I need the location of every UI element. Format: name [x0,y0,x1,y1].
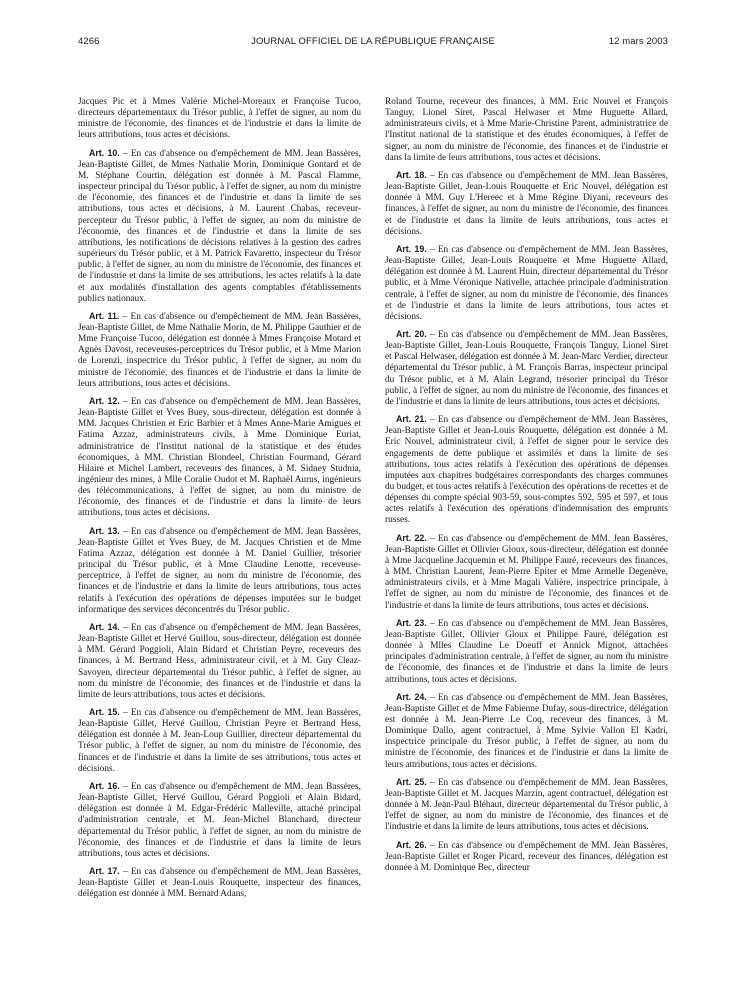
article-paragraph [78,622,361,701]
article-text: Roland Tourne, receveur des finances, à MM. Eric Nouvel et François Tanguy, Lionel Siret, Pascal Helwaser et Mme Huguette Allard, administrateurs civils, et à Mme Marie-Christine Parent, administratrice de l'Institut national de la statistique et des études économiques, à l'effet de signer, au nom du ministre de l'économie, des finances et de l'industrie et dans la limite de leurs attributions, tous actes et décisions. [385,97,668,163]
page-number: 4266 [78,36,100,47]
article-text: – En cas d'absence ou d'empêchement de MM. Jean Bassères, Jean-Baptiste Gillet et Roger Picard, receveur des finances, délégation est donnée à M. Dominique Bec, directeur [385,840,668,873]
article-number: Art. 21. [396,414,427,425]
article-paragraph [78,781,361,860]
right-column [385,97,668,880]
page-header [78,36,668,52]
article-text: – En cas d'absence ou d'empêchement de MM. Jean Bassères, Jean-Baptiste Gillet et Ollivier Gloux, sous-directeur, délégation est donnée à Mme Jacqueline Jacquemin et M. Philippe Fauré, receveurs des finances, à MM. Christian Laurent, Jean-Pierre Epiter et Mme Armelle Degenève, administrateurs civils, et à Mme Magali Valière, inspectrice principale, à l'effet de signer, au nom du ministre de l'économie, des finances et de l'industrie et dans la limite de leurs attributions, tous actes et décisions. [385,533,668,611]
article-number: Art. 13. [89,525,120,536]
article-paragraph [78,396,361,520]
article-paragraph [385,414,668,527]
article-text: – En cas d'absence ou d'empêchement de MM. Jean Bassères, Jean-Baptiste Gillet et Jean-Louis Rouquette, inspecteur des finances, délégation est donnée à MM. Bernard Adans, [78,867,361,900]
publication-date: 12 mars 2003 [608,36,668,47]
article-text: – En cas d'absence ou d'empêchement de MM. Jean Bassères, Jean-Baptiste Gillet, Jean-Louis Rouquette et Eric Nouvel, délégation est donnée à MM. Guy L'Hereec et à Mme Régine Diyani, receveurs des finances, à l'effet de signer, au nom du ministre de l'économie, des finances et de l'industrie et dans la limite de leurs attributions, tous actes et décisions. [385,170,668,237]
article-text: – En cas d'absence ou d'empêchement de MM. Jean Bassères, Jean-Baptiste Gillet, Hervé Guillou, Gérard Poggioli et Alain Bidard, délégation est donnée à M. Edgar-Frédéric Malleville, attaché principal d'administration centrale, et M. Jean-Michel Blanchard, directeur départemental du Trésor public, à l'effet de signer, au nom du ministre de l'économie, des finances et de l'industrie et dans la limite de leurs attributions, tous actes et décisions. [78,781,361,859]
journal-title: JOURNAL OFFICIEL DE LA RÉPUBLIQUE FRANÇAISE [251,36,495,47]
article-text: – En cas d'absence ou d'empêchement de MM. Jean Bassères, Jean-Baptiste Gillet, Jean-Louis Rouquette, François Tanguy, Lionel Siret et Pascal Helwaser, délégation est donnée à M. Jean-Marc Verdier, directeur départemental du Trésor public, à M. François Barras, inspecteur principal du Trésor public, et à M. Alain Legrand, trésorier principal du Trésor public, à l'effet de signer, au nom du ministre de l'économie, des finances et de l'industrie et dans la limite de leurs attributions, tous actes et décisions. [385,329,668,407]
article-paragraph [78,866,361,900]
article-paragraph [385,170,668,238]
article-text: – En cas d'absence ou d'empêchement de MM. Jean Bassères, Jean-Baptiste Gillet, Jean-Louis Rouquette et Mme Huguette Allard, délégation est donnée à M. Laurent Huin, directeur départemental du Trésor public, et à Mme Véronique Nativelle, attachée principale d'administration centrale, à l'effet de signer, au nom du ministre de l'économie, des finances et de l'industrie et dans la limite de leurs attributions, tous actes et décisions. [385,244,668,322]
article-text: – En cas d'absence ou d'empêchement de MM. Jean Bassères, Jean-Baptiste Gillet, de Mmes Nathalie Morin, Dominique Gontard et de M. Stéphane Courtin, délégation est donnée à M. Pascal Flamme, inspecteur principal du Trésor public, à l'effet de signer, au nom du ministre de l'économie, des finances et de l'industrie et dans la limite de ses attributions, tous actes et décisions, à M. Laurent Chabas, receveur-percepteur du Trésor public, à l'effet de signer, au nom du ministre de l'économie, des finances et de l'industrie et dans la limite de ses attributions, les notifications de décisions relatives à la gestion des cadres supérieurs du Trésor public, et à M. Patrick Favaretto, inspecteur du Trésor public, à l'effet de signer, au nom du ministre de l'économie, des finances et de l'industrie et dans la limite de ses attributions, les actes relatifs à la date et aux modalités d'installation des agents comptables d'établissements publics nationaux. [78,148,361,304]
article-paragraph [385,533,668,612]
article-text: – En cas d'absence ou d'empêchement de MM. Jean Bassères, Jean-Baptiste Gillet, de Mme Nathalie Morin, de M. Philippe Gauthier et de Mme Françoise Tucoo, délégation est donnée à Mmes Françoise Motard et Agnès Davost, receveuses-perceptrices du Trésor public, et à Mme Marion de Lorenzi, inspectrice du Trésor public, à l'effet de signer, au nom du ministre de l'économie, des finances et de l'industrie et dans la limite de leurs attributions, tous actes et décisions. [78,311,361,389]
article-paragraph [78,707,361,775]
article-text: Jacques Pic et à Mmes Valérie Michel-Moreaux et Françoise Tucoo, directeurs départementaux du Trésor public, à l'effet de signer, au nom du ministre de l'économie, des finances et de l'industrie et dans la limite de leurs attributions, tous actes et décisions. [78,97,361,141]
article-paragraph [385,618,668,686]
article-text: – En cas d'absence ou d'empêchement de MM. Jean Bassères, Jean-Baptiste Gillet et Jean-Louis Rouquette, délégation est donnée à M. Eric Nouvel, administrateur civil, à l'effet de signer pour le service des engagements de dette publique et assimilés et dans la limite de ses attributions, tous actes relatifs à l'exécution des opérations de dépenses imputées aux chapitres budgétaires correspondants des charges communes du budget, et tous actes relatifs à l'exécution des opérations de recettes et de dépenses du compte spécial 903-59, sous-comptes 592, 595 et 597, et tous actes relatifs à l'exécution des opérations d'indemnisation des emprunts russes. [385,415,668,526]
article-text: – En cas d'absence ou d'empêchement de MM. Jean Bassères, Jean-Baptiste Gillet et Hervé Guillou, sous-directeur, délégation est donnée à MM. Gérard Poggioli, Alain Bidard et Christian Peyre, receveurs des finances, à M. Bertrand Hess, administrateur civil, et à M. Guy Cleaz-Savoyen, directeur départemental du Trésor public, à l'effet de signer, au nom du ministre de l'économie, des finances et de l'industrie et dans la limite de leurs attributions, tous actes et décisions. [78,622,361,700]
article-number: Art. 19. [396,243,427,254]
article-number: Art. 23. [396,617,427,628]
article-number: Art. 20. [396,328,427,339]
article-number: Art. 18. [396,169,427,180]
article-text: – En cas d'absence ou d'empêchement de MM. Jean Bassères, Jean-Baptiste Gillet, Ollivier Gloux et Philippe Fauré, délégation est donnée à Mlles Claudine Le Doeuff et Annick Mignot, attachées principales d'administration centrale, à l'effet de signer, au nom du ministre de l'économie, des finances et de l'industrie et dans la limite de leurs attributions, tous actes et décisions. [385,618,668,685]
article-number: Art. 26. [396,839,427,850]
continued-paragraph [385,97,668,164]
article-paragraph [385,840,668,874]
article-number: Art. 17. [89,866,120,876]
article-paragraph [78,148,361,305]
article-text: – En cas d'absence ou d'empêchement de MM. Jean Bassères, Jean-Baptiste Gillet et Yves Buey, de M. Jacques Christien et de Mme Fatima Azzaz, délégation est donnée à M. Daniel Guillier, trésorier principal du Trésor public, et à Mme Claudine Lenotte, receveuse-perceptrice, à l'effet de signer, au nom du ministre de l'économie, des finances et de l'industrie et dans la limite de leurs attributions, tous actes relatifs à l'exécution des opérations de dépenses imputées sur le budget informatique des services déconcentrés du Trésor public. [78,526,361,615]
left-column [78,97,361,906]
article-paragraph [385,244,668,323]
article-number: Art. 16. [89,780,120,791]
article-paragraph [78,311,361,390]
article-number: Art. 25. [396,776,427,787]
article-paragraph [385,777,668,834]
article-number: Art. 22. [396,532,427,543]
article-paragraph [385,692,668,771]
article-number: Art. 24. [396,691,427,702]
article-number: Art. 12. [89,395,120,406]
article-number: Art. 15. [89,706,120,717]
article-number: Art. 14. [89,621,120,632]
article-text: – En cas d'absence ou d'empêchement de MM. Jean Bassères, Jean-Baptiste Gillet et Yves Buey, sous-directeur, délégation est donnée à MM. Jacques Christien et Eric Barbier et à Mmes Anne-Marie Amigues et Fatima Azzaz, administrateurs civils, à Mme Dominique Euriat, administratrice de l'Institut national de la statistique et des études économiques, à MM. Christian Blondeel, Christian Fourmand, Gérard Hilaire et Michel Lambert, receveurs des finances, à M. Sidney Studnia, ingénieur des mines, à Mlle Coralie Oudot et M. Raphaël Aurus, ingénieurs des télécommunications, à l'effet de signer, au nom du ministre de l'économie, des finances et de l'industrie et dans la limite de leurs attributions, tous actes et décisions. [78,396,361,519]
continued-paragraph [78,97,361,142]
article-paragraph [78,526,361,616]
article-number: Art. 10. [89,147,120,158]
article-number: Art. 11. [89,310,120,321]
article-text: – En cas d'absence ou d'empêchement de MM. Jean Bassères, Jean-Baptiste Gillet et de Mme Fabienne Dufay, sous-directrice, délégation est donnée à M. Jean-Pierre Le Coq, receveur des finances, à M. Dominique Dallo, agent contractuel, à Mme Sylvie Vallon El Kadri, inspectrice principale du Trésor public, à l'effet de signer, au nom du ministre de l'économie, des finances et de l'industrie et dans la limite de leurs attributions, tous actes et décisions. [385,692,668,770]
article-text: – En cas d'absence ou d'empêchement de MM. Jean Bassères, Jean-Baptiste Gillet et M. Jacques Marzin, agent contractuel, délégation est donnée à M. Jean-Paul Bléhaut, directeur départemental du Trésor public, à l'effet de signer, au nom du ministre de l'économie, des finances et de l'industrie et dans la limite de leurs attributions, tous actes et décisions. [385,777,668,833]
article-text: – En cas d'absence ou d'empêchement de MM. Jean Bassères, Jean-Baptiste Gillet, Hervé Guillou, Christian Peyre et Bertrand Hess, délégation est donnée à M. Jean-Loup Guillier, directeur départemental du Trésor public, à l'effet de signer, au nom du ministre de l'économie, des finances et de l'industrie et dans la limite de ses attributions, tous actes et décisions. [78,707,361,774]
article-paragraph [385,329,668,408]
